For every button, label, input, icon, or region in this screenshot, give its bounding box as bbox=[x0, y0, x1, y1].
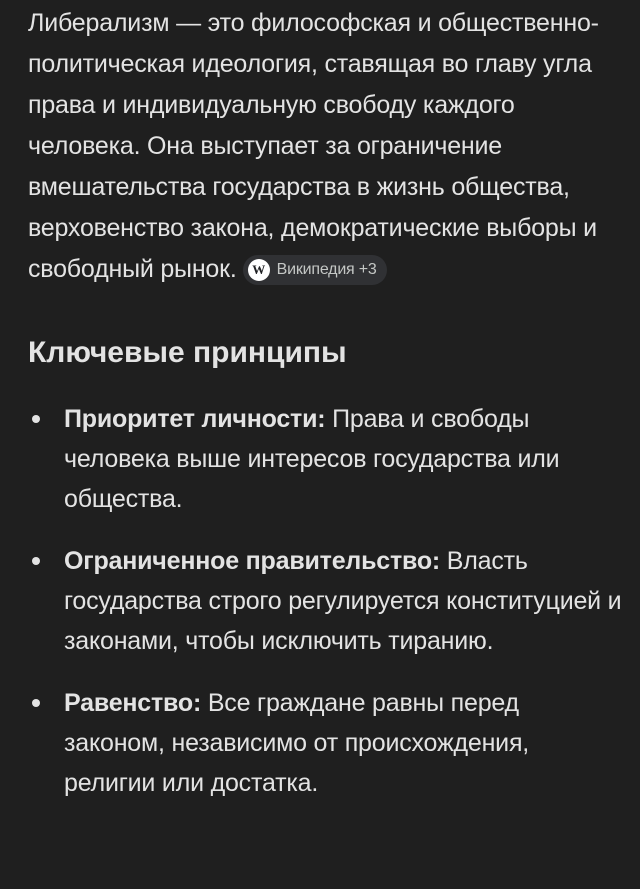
principle-text: Власть государства строго регулируется конституцией и законами, чтобы исключить тиранию. bbox=[64, 547, 622, 655]
bullet-icon bbox=[32, 557, 40, 565]
principle-term: Приоритет личности: bbox=[64, 405, 326, 433]
section-title: Ключевые принципы bbox=[28, 336, 347, 369]
principle-term: Равенство: bbox=[64, 689, 202, 717]
bullet-icon bbox=[32, 699, 40, 707]
intro-paragraph bbox=[28, 0, 626, 290]
principle-text: Права и свободы человека выше интересов государства или общества. bbox=[64, 405, 560, 513]
intro-text: Либерализм — это философская и общественно-политическая идеология, ставящая во главу угла права и индивидуальную свободу каждого человека. Она выступает за ограничение вмешательства государства в жизнь общества, верховенство закона, демократические выборы и свободный рынок. bbox=[28, 9, 599, 283]
principles-list bbox=[28, 399, 626, 803]
principle-term: Ограниченное правительство: bbox=[64, 547, 441, 575]
list-item bbox=[28, 683, 626, 803]
wikipedia-icon: W bbox=[248, 259, 270, 281]
source-chip[interactable] bbox=[243, 255, 387, 285]
source-chip-label: Википедия +3 bbox=[276, 261, 377, 278]
list-item bbox=[28, 399, 626, 519]
principle-text: Все граждане равны перед законом, независимо от происхождения, религии или достатка. bbox=[64, 689, 530, 797]
list-item bbox=[28, 541, 626, 661]
answer-content bbox=[28, 0, 626, 825]
bullet-icon bbox=[32, 415, 40, 423]
